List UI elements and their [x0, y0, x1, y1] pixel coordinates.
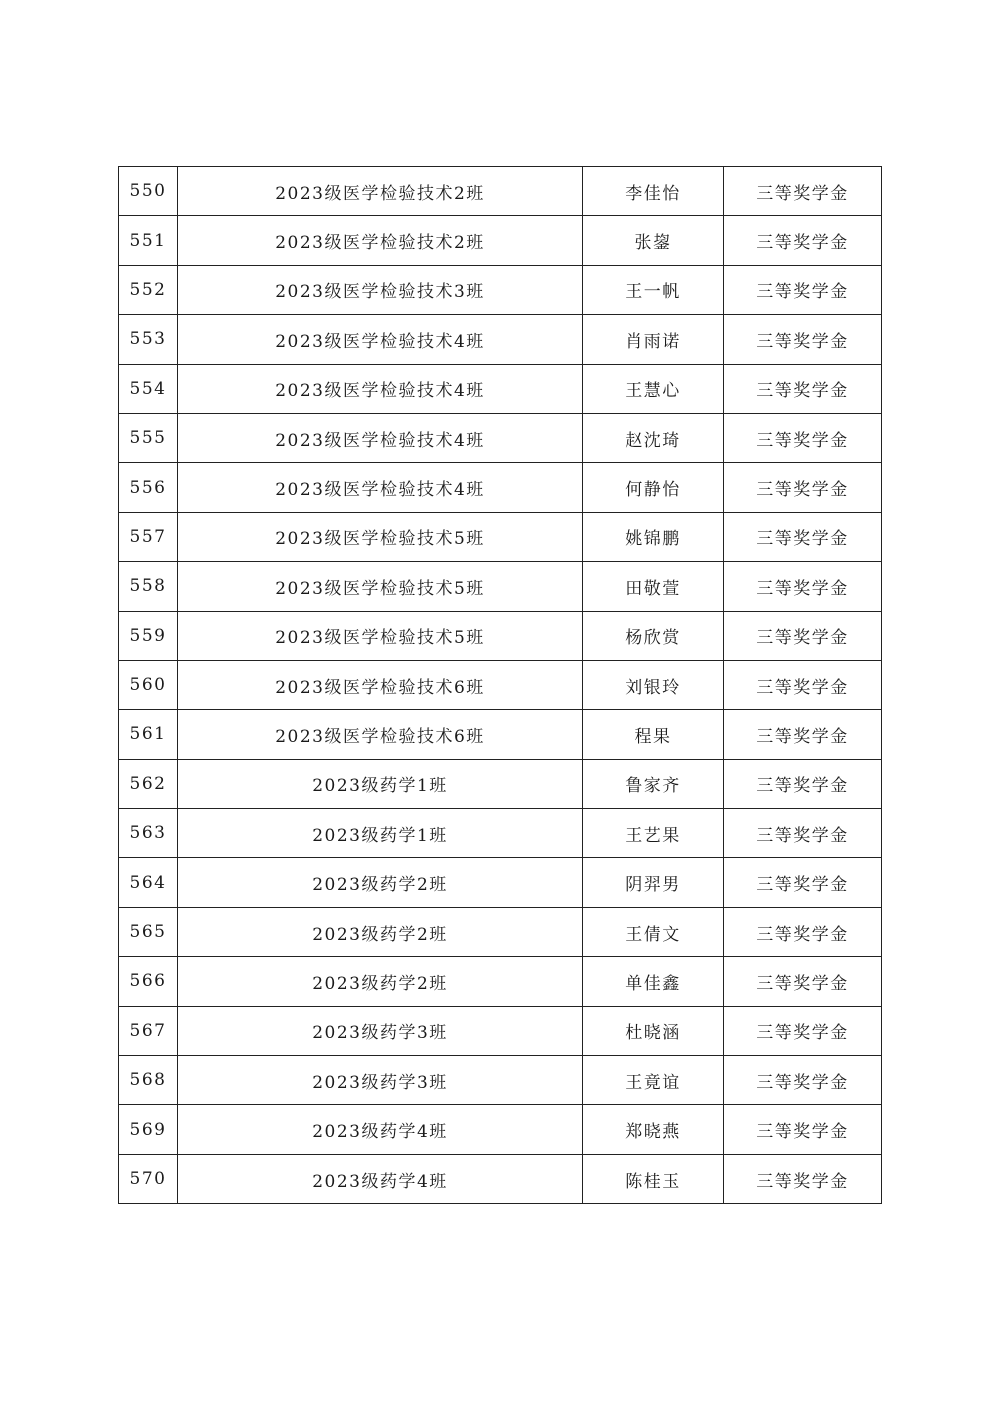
student-name-cell: 王倩文 [583, 907, 724, 956]
class-name-cell: 2023级药学2班 [178, 858, 583, 907]
serial-number-cell: 566 [119, 957, 178, 1006]
student-name-cell: 王竟谊 [583, 1056, 724, 1105]
class-name-cell: 2023级药学1班 [178, 809, 583, 858]
serial-number-cell: 569 [119, 1105, 178, 1154]
table-row [119, 858, 882, 907]
award-level-cell: 三等奖学金 [724, 611, 882, 660]
serial-number-cell: 557 [119, 512, 178, 561]
serial-number-cell: 567 [119, 1006, 178, 1055]
class-name-cell: 2023级医学检验技术6班 [178, 710, 583, 759]
award-level-cell: 三等奖学金 [724, 463, 882, 512]
award-level-cell: 三等奖学金 [724, 315, 882, 364]
class-name-cell: 2023级药学3班 [178, 1006, 583, 1055]
award-level-cell: 三等奖学金 [724, 1056, 882, 1105]
serial-number-cell: 550 [119, 167, 178, 216]
class-name-cell: 2023级医学检验技术5班 [178, 611, 583, 660]
serial-number-cell: 556 [119, 463, 178, 512]
class-name-cell: 2023级医学检验技术5班 [178, 512, 583, 561]
class-name-cell: 2023级医学检验技术4班 [178, 413, 583, 462]
class-name-cell: 2023级医学检验技术5班 [178, 562, 583, 611]
class-name-cell: 2023级药学3班 [178, 1056, 583, 1105]
student-name-cell: 刘银玲 [583, 660, 724, 709]
table-row [119, 1006, 882, 1055]
serial-number-cell: 561 [119, 710, 178, 759]
table-row [119, 216, 882, 265]
student-name-cell: 单佳鑫 [583, 957, 724, 1006]
student-name-cell: 鲁家齐 [583, 759, 724, 808]
award-level-cell: 三等奖学金 [724, 167, 882, 216]
award-level-cell: 三等奖学金 [724, 1154, 882, 1203]
student-name-cell: 田敬萱 [583, 562, 724, 611]
student-name-cell: 陈桂玉 [583, 1154, 724, 1203]
class-name-cell: 2023级医学检验技术4班 [178, 364, 583, 413]
student-name-cell: 王慧心 [583, 364, 724, 413]
table-row [119, 265, 882, 314]
table-row [119, 463, 882, 512]
table-row [119, 1105, 882, 1154]
class-name-cell: 2023级医学检验技术6班 [178, 660, 583, 709]
student-name-cell: 杨欣赏 [583, 611, 724, 660]
student-name-cell: 阴羿男 [583, 858, 724, 907]
student-name-cell: 王一帆 [583, 265, 724, 314]
serial-number-cell: 565 [119, 907, 178, 956]
award-level-cell: 三等奖学金 [724, 216, 882, 265]
class-name-cell: 2023级医学检验技术4班 [178, 315, 583, 364]
student-name-cell: 李佳怡 [583, 167, 724, 216]
serial-number-cell: 564 [119, 858, 178, 907]
table-row [119, 809, 882, 858]
class-name-cell: 2023级医学检验技术4班 [178, 463, 583, 512]
award-level-cell: 三等奖学金 [724, 809, 882, 858]
serial-number-cell: 560 [119, 660, 178, 709]
class-name-cell: 2023级药学1班 [178, 759, 583, 808]
class-name-cell: 2023级医学检验技术2班 [178, 216, 583, 265]
student-name-cell: 杜晓涵 [583, 1006, 724, 1055]
serial-number-cell: 553 [119, 315, 178, 364]
award-level-cell: 三等奖学金 [724, 562, 882, 611]
table-row [119, 957, 882, 1006]
serial-number-cell: 551 [119, 216, 178, 265]
class-name-cell: 2023级药学2班 [178, 957, 583, 1006]
class-name-cell: 2023级医学检验技术3班 [178, 265, 583, 314]
student-name-cell: 赵沈琦 [583, 413, 724, 462]
student-name-cell: 何静怡 [583, 463, 724, 512]
award-level-cell: 三等奖学金 [724, 759, 882, 808]
serial-number-cell: 568 [119, 1056, 178, 1105]
serial-number-cell: 555 [119, 413, 178, 462]
table-row [119, 315, 882, 364]
serial-number-cell: 558 [119, 562, 178, 611]
student-name-cell: 张鋆 [583, 216, 724, 265]
table-row [119, 364, 882, 413]
serial-number-cell: 552 [119, 265, 178, 314]
table-row [119, 413, 882, 462]
serial-number-cell: 562 [119, 759, 178, 808]
table-row [119, 907, 882, 956]
class-name-cell: 2023级药学2班 [178, 907, 583, 956]
student-name-cell: 肖雨诺 [583, 315, 724, 364]
award-level-cell: 三等奖学金 [724, 265, 882, 314]
class-name-cell: 2023级医学检验技术2班 [178, 167, 583, 216]
award-level-cell: 三等奖学金 [724, 413, 882, 462]
award-level-cell: 三等奖学金 [724, 660, 882, 709]
class-name-cell: 2023级药学4班 [178, 1154, 583, 1203]
serial-number-cell: 554 [119, 364, 178, 413]
award-level-cell: 三等奖学金 [724, 907, 882, 956]
award-level-cell: 三等奖学金 [724, 512, 882, 561]
award-level-cell: 三等奖学金 [724, 957, 882, 1006]
table-row [119, 1056, 882, 1105]
student-name-cell: 郑晓燕 [583, 1105, 724, 1154]
table-row [119, 660, 882, 709]
award-level-cell: 三等奖学金 [724, 364, 882, 413]
serial-number-cell: 563 [119, 809, 178, 858]
table-row [119, 611, 882, 660]
student-name-cell: 王艺果 [583, 809, 724, 858]
table-row [119, 167, 882, 216]
table-row [119, 512, 882, 561]
table-row [119, 710, 882, 759]
award-level-cell: 三等奖学金 [724, 710, 882, 759]
serial-number-cell: 570 [119, 1154, 178, 1203]
award-level-cell: 三等奖学金 [724, 1006, 882, 1055]
serial-number-cell: 559 [119, 611, 178, 660]
student-name-cell: 程果 [583, 710, 724, 759]
class-name-cell: 2023级药学4班 [178, 1105, 583, 1154]
scholarship-table-body [119, 167, 882, 1204]
table-row [119, 759, 882, 808]
table-row [119, 562, 882, 611]
award-level-cell: 三等奖学金 [724, 1105, 882, 1154]
table-row [119, 1154, 882, 1203]
scholarship-table [118, 166, 882, 1204]
student-name-cell: 姚锦鹏 [583, 512, 724, 561]
award-level-cell: 三等奖学金 [724, 858, 882, 907]
